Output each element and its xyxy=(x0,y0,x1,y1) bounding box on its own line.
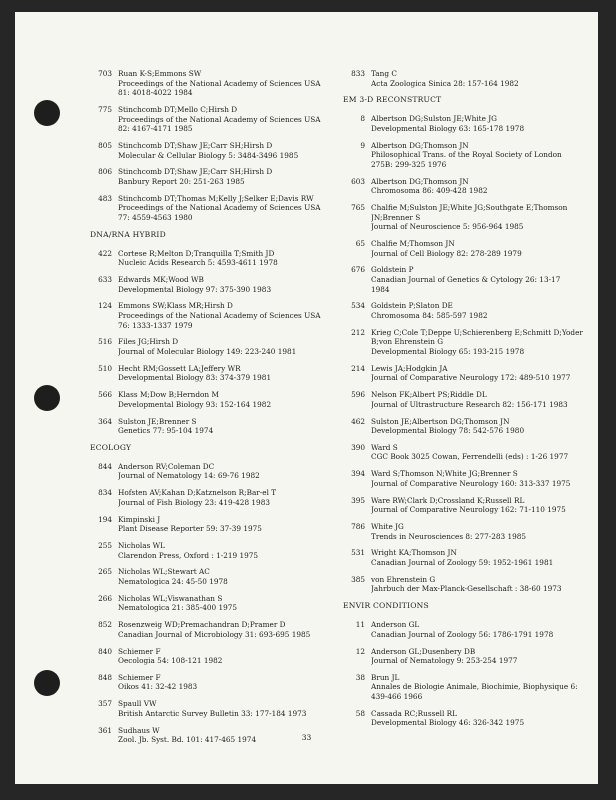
reference-number: 385 xyxy=(351,574,365,584)
reference-line: Journal of Molecular Biology 149: 223-240 1981 xyxy=(118,346,297,356)
reference-entry xyxy=(343,469,589,488)
reference-line: Journal of Nematology 14: 69-76 1982 xyxy=(118,471,260,481)
reference-line: Journal of Cell Biology 82: 278-289 1979 xyxy=(371,248,522,258)
reference-line: Developmental Biology 97: 375-390 1983 xyxy=(118,284,272,294)
reference-number: 422 xyxy=(98,248,112,258)
reference-line: Genetics 77: 95-104 1974 xyxy=(118,426,214,436)
reference-entry xyxy=(90,249,340,268)
reference-entry xyxy=(90,194,340,223)
reference-line: 76: 1333-1337 1979 xyxy=(118,320,193,330)
left-column xyxy=(90,69,340,752)
reference-line: Files JG;Hirsh D xyxy=(118,337,179,347)
reference-number: 8 xyxy=(360,114,365,124)
reference-line: Anderson RV;Coleman DC xyxy=(118,461,215,471)
page-number: 33 xyxy=(301,733,312,742)
reference-line: Anderson GL xyxy=(371,620,420,630)
reference-entry xyxy=(90,141,340,160)
reference-line: Canadian Journal of Zoology 59: 1952-1961 1981 xyxy=(371,557,554,567)
reference-line: Nicholas WL;Viswanathan S xyxy=(118,593,223,603)
reference-line: Canadian Journal of Microbiology 31: 693-695 1985 xyxy=(118,629,311,639)
reference-number: 11 xyxy=(355,620,365,630)
reference-line: Lewis JA;Hodgkin JA xyxy=(371,363,448,373)
reference-entry xyxy=(90,417,340,436)
reference-number: 848 xyxy=(98,672,112,682)
reference-number: 395 xyxy=(351,495,365,505)
reference-entry xyxy=(343,328,589,357)
section-heading: ENVIR CONDITIONS xyxy=(343,601,429,611)
reference-entry xyxy=(343,620,589,639)
reference-line: 81: 4018-4022 1984 xyxy=(118,88,193,98)
reference-line: 77: 4559-4563 1980 xyxy=(118,212,193,222)
reference-entry xyxy=(343,417,589,436)
reference-line: Journal of Ultrastructure Research 82: 156-171 1983 xyxy=(371,399,568,409)
reference-line: Developmental Biology 83: 374-379 1981 xyxy=(118,373,272,383)
reference-line: Ruan K-S;Emmons SW xyxy=(118,69,202,78)
reference-line: Zool. Jb. Syst. Bd. 101: 417-465 1974 xyxy=(118,735,257,745)
reference-line: Schiemer F xyxy=(118,672,161,682)
reference-number: 364 xyxy=(98,416,112,426)
reference-line: Rosenzweig WD;Premachandran D;Pramer D xyxy=(118,620,286,630)
reference-line: Albertson DG;Thomson JN xyxy=(371,140,469,150)
reference-line: Stinchcomb DT;Mello C;Hirsh D xyxy=(118,104,238,114)
reference-number: 531 xyxy=(351,548,365,558)
reference-number: 266 xyxy=(98,593,112,603)
reference-entry xyxy=(343,673,589,702)
reference-entry xyxy=(343,69,589,88)
reference-entry xyxy=(90,390,340,409)
reference-line: Molecular & Cellular Biology 5: 3484-3496 1985 xyxy=(118,150,299,160)
reference-number: 255 xyxy=(98,541,112,550)
reference-line: Schiemer F xyxy=(118,646,161,656)
reference-line: 82: 4167-4171 1985 xyxy=(118,124,193,134)
reference-line: 275B: 299-325 1976 xyxy=(371,159,447,169)
reference-number: 265 xyxy=(98,567,112,577)
reference-entry xyxy=(90,515,340,534)
reference-line: Journal of Neuroscience 5: 956-964 1985 xyxy=(371,222,524,232)
reference-line: Developmental Biology 93: 152-164 1982 xyxy=(118,399,272,409)
reference-entry xyxy=(343,177,589,196)
reference-line: Journal of Nematology 9: 253-254 1977 xyxy=(371,656,518,666)
reference-line: CGC Book 3025 Cowan, Ferrendelli (eds) : 1-26 1977 xyxy=(371,452,569,462)
reference-line: Brun JL xyxy=(371,672,400,682)
reference-line: Developmental Biology 46: 326-342 1975 xyxy=(371,718,525,728)
reference-line: Ward S;Thomson N;White JG;Brenner S xyxy=(371,469,518,479)
reference-entry xyxy=(90,699,340,718)
reference-entry xyxy=(90,462,340,481)
reference-number: 805 xyxy=(98,140,112,150)
reference-line: 439-466 1966 xyxy=(371,692,423,702)
reference-line: Trends in Neurosciences 8: 277-283 1985 xyxy=(371,531,527,541)
reference-entry xyxy=(90,301,340,330)
reference-line: Developmental Biology 63: 165-178 1978 xyxy=(371,123,525,133)
reference-entry xyxy=(90,69,340,98)
binder-hole xyxy=(34,670,60,696)
reference-line: Ward S xyxy=(371,442,398,452)
reference-number: 394 xyxy=(351,469,365,479)
reference-entry xyxy=(90,673,340,692)
reference-line: Nematologica 21: 385-400 1975 xyxy=(118,603,238,613)
reference-line: Chromosoma 86: 409-428 1982 xyxy=(371,186,488,196)
reference-line: Albertson DG;Sulston JE;White JG xyxy=(371,114,497,124)
reference-line: B;von Ehrenstein G xyxy=(371,337,444,347)
section-heading: EM 3-D RECONSTRUCT xyxy=(343,95,442,105)
reference-number: 58 xyxy=(355,708,365,718)
reference-line: Developmental Biology 65: 193-215 1978 xyxy=(371,346,525,356)
section-heading: DNA/RNA HYBRID xyxy=(90,229,166,239)
reference-line: Emmons SW;Klass MR;Hirsh D xyxy=(118,301,233,311)
reference-entry xyxy=(90,620,340,639)
reference-entry xyxy=(343,114,589,133)
reference-entry xyxy=(90,488,340,507)
reference-entry xyxy=(90,167,340,186)
reference-line: Journal of Fish Biology 23: 419-428 1983 xyxy=(118,497,270,507)
reference-line: Proceedings of the National Academy of Sciences USA xyxy=(118,78,321,88)
reference-number: 844 xyxy=(98,461,112,471)
reference-line: Oikos 41: 32-42 1983 xyxy=(118,682,198,692)
reference-line: Sulston JE;Albertson DG;Thomson JN xyxy=(371,416,510,426)
reference-entry xyxy=(343,265,589,294)
reference-entry xyxy=(343,496,589,515)
reference-line: Spaull VW xyxy=(118,699,157,709)
reference-number: 390 xyxy=(351,442,365,452)
reference-number: 9 xyxy=(360,140,365,150)
reference-number: 852 xyxy=(98,620,112,630)
reference-line: Annales de Biologie Animale, Biochimie, Biophysique 6: xyxy=(371,682,578,692)
reference-number: 603 xyxy=(351,176,365,186)
reference-line: Hecht RM;Gossett LA;Jeffery WR xyxy=(118,363,241,373)
binder-hole xyxy=(34,100,60,126)
reference-number: 124 xyxy=(98,301,112,311)
reference-number: 566 xyxy=(98,390,112,400)
reference-line: Tang C xyxy=(371,69,397,78)
reference-entry xyxy=(90,275,340,294)
reference-line: Philosophical Trans. of the Royal Society of London xyxy=(371,150,562,160)
reference-line: 1984 xyxy=(371,284,390,294)
reference-line: Oecologia 54: 108-121 1982 xyxy=(118,656,223,666)
reference-number: 65 xyxy=(355,239,365,249)
section-heading: ECOLOGY xyxy=(90,442,132,452)
reference-line: Chalfie M;Sulston JE;White JG;Southgate E;Thomson xyxy=(371,203,568,213)
reference-line: Sulston JE;Brenner S xyxy=(118,416,197,426)
document-page xyxy=(15,12,598,784)
reference-line: Proceedings of the National Academy of Sciences USA xyxy=(118,311,321,320)
reference-line: Anderson GL;Dusenbery DB xyxy=(371,646,476,656)
reference-line: Nicholas WL xyxy=(118,541,165,550)
reference-entry xyxy=(343,575,589,594)
reference-line: Jahrbuch der Max-Planck-Gesellschaft : 38-60 1973 xyxy=(371,584,562,594)
reference-line: Albertson DG;Thomson JN xyxy=(371,176,469,186)
reference-entry xyxy=(343,203,589,232)
reference-line: Wright KA;Thomson JN xyxy=(371,548,457,558)
reference-number: 676 xyxy=(351,265,365,275)
right-column xyxy=(343,69,589,735)
reference-entry xyxy=(343,709,589,728)
reference-number: 833 xyxy=(351,69,365,78)
reference-number: 38 xyxy=(355,672,365,682)
reference-line: Stinchcomb DT;Thomas M;Kelly J;Selker E;Davis RW xyxy=(118,193,314,203)
reference-line: Clarendon Press, Oxford : 1-219 1975 xyxy=(118,550,259,560)
reference-number: 212 xyxy=(351,327,365,337)
reference-line: Klass M;Dow B;Herndon M xyxy=(118,390,219,400)
reference-line: von Ehrenstein G xyxy=(371,574,436,584)
reference-number: 534 xyxy=(351,301,365,311)
reference-line: Canadian Journal of Genetics & Cytology 26: 13-17 xyxy=(371,275,561,285)
reference-entry xyxy=(90,594,340,613)
reference-line: British Antarctic Survey Bulletin 33: 177-184 1973 xyxy=(118,708,307,718)
reference-entry xyxy=(343,443,589,462)
reference-entry xyxy=(343,548,589,567)
reference-entry xyxy=(90,541,340,560)
reference-entry xyxy=(343,141,589,170)
reference-line: Nematologica 24: 45-50 1978 xyxy=(118,576,228,586)
reference-entry xyxy=(90,364,340,383)
reference-line: Sudhaus W xyxy=(118,725,160,735)
reference-line: Proceedings of the National Academy of Sciences USA xyxy=(118,203,321,213)
reference-line: Edwards MK;Wood WB xyxy=(118,275,204,285)
reference-entry xyxy=(90,647,340,666)
reference-number: 786 xyxy=(351,522,365,531)
reference-number: 596 xyxy=(351,390,365,400)
reference-number: 214 xyxy=(351,363,365,373)
reference-entry xyxy=(343,522,589,541)
reference-line: Hofsten AV;Kahan D;Katznelson R;Bar-el T xyxy=(118,488,277,498)
reference-number: 12 xyxy=(355,646,365,656)
reference-line: Chalfie M;Thomson JN xyxy=(371,239,455,249)
reference-number: 462 xyxy=(351,416,365,426)
reference-line: Stinchcomb DT;Shaw JE;Carr SH;Hirsh D xyxy=(118,167,273,177)
reference-line: Goldstein P;Slaton DE xyxy=(371,301,453,311)
reference-number: 703 xyxy=(98,69,112,78)
reference-line: Cortese R;Melton D;Tranquilla T;Smith JD xyxy=(118,248,275,258)
reference-line: Cassada RC;Russell RL xyxy=(371,708,457,718)
reference-entry xyxy=(343,239,589,258)
reference-number: 806 xyxy=(98,167,112,177)
reference-number: 194 xyxy=(98,514,112,524)
reference-entry xyxy=(343,390,589,409)
reference-number: 361 xyxy=(98,725,112,735)
reference-line: Goldstein P xyxy=(371,265,414,275)
reference-number: 357 xyxy=(98,699,112,709)
reference-line: Canadian Journal of Zoology 56: 1786-1791 1978 xyxy=(371,629,554,639)
reference-line: Nelson FK;Albert PS;Riddle DL xyxy=(371,390,487,400)
reference-number: 483 xyxy=(98,193,112,203)
reference-line: Stinchcomb DT;Shaw JE;Carr SH;Hirsh D xyxy=(118,140,273,150)
reference-line: Plant Disease Reporter 59: 37-39 1975 xyxy=(118,524,262,534)
reference-entry xyxy=(90,567,340,586)
reference-line: Krieg C;Cole T;Deppe U;Schierenberg E;Schmitt D;Yoder xyxy=(371,327,583,337)
reference-number: 834 xyxy=(98,488,112,498)
reference-line: Nicholas WL;Stewart AC xyxy=(118,567,210,577)
reference-entry xyxy=(343,647,589,666)
reference-line: Banbury Report 20: 251-263 1985 xyxy=(118,176,245,186)
reference-entry xyxy=(343,364,589,383)
reference-number: 765 xyxy=(351,203,365,213)
reference-line: Proceedings of the National Academy of Sciences USA xyxy=(118,114,321,124)
reference-line: Developmental Biology 78: 542-576 1980 xyxy=(371,426,525,436)
reference-number: 516 xyxy=(98,337,112,347)
reference-number: 633 xyxy=(98,275,112,285)
reference-line: Journal of Comparative Neurology 172: 489-510 1977 xyxy=(371,373,571,383)
reference-number: 840 xyxy=(98,646,112,656)
reference-line: Nucleic Acids Research 5: 4593-4611 1978 xyxy=(118,258,278,268)
reference-number: 775 xyxy=(98,104,112,114)
reference-line: White JG xyxy=(371,522,404,531)
reference-line: Chromosoma 84: 585-597 1982 xyxy=(371,311,488,320)
reference-line: JN;Brenner S xyxy=(371,212,421,222)
reference-entry xyxy=(90,105,340,134)
reference-line: Acta Zoologica Sinica 28: 157-164 1982 xyxy=(371,78,519,88)
reference-entry xyxy=(90,337,340,356)
reference-line: Journal of Comparative Neurology 162: 71-110 1975 xyxy=(371,505,566,515)
reference-line: Journal of Comparative Neurology 160: 313-337 1975 xyxy=(371,478,571,488)
reference-line: Kimpinski J xyxy=(118,514,161,524)
reference-line: Ware RW;Clark D;Crossland K;Russell RL xyxy=(371,495,525,505)
reference-entry xyxy=(343,301,589,320)
reference-number: 510 xyxy=(98,363,112,373)
binder-hole xyxy=(34,385,60,411)
